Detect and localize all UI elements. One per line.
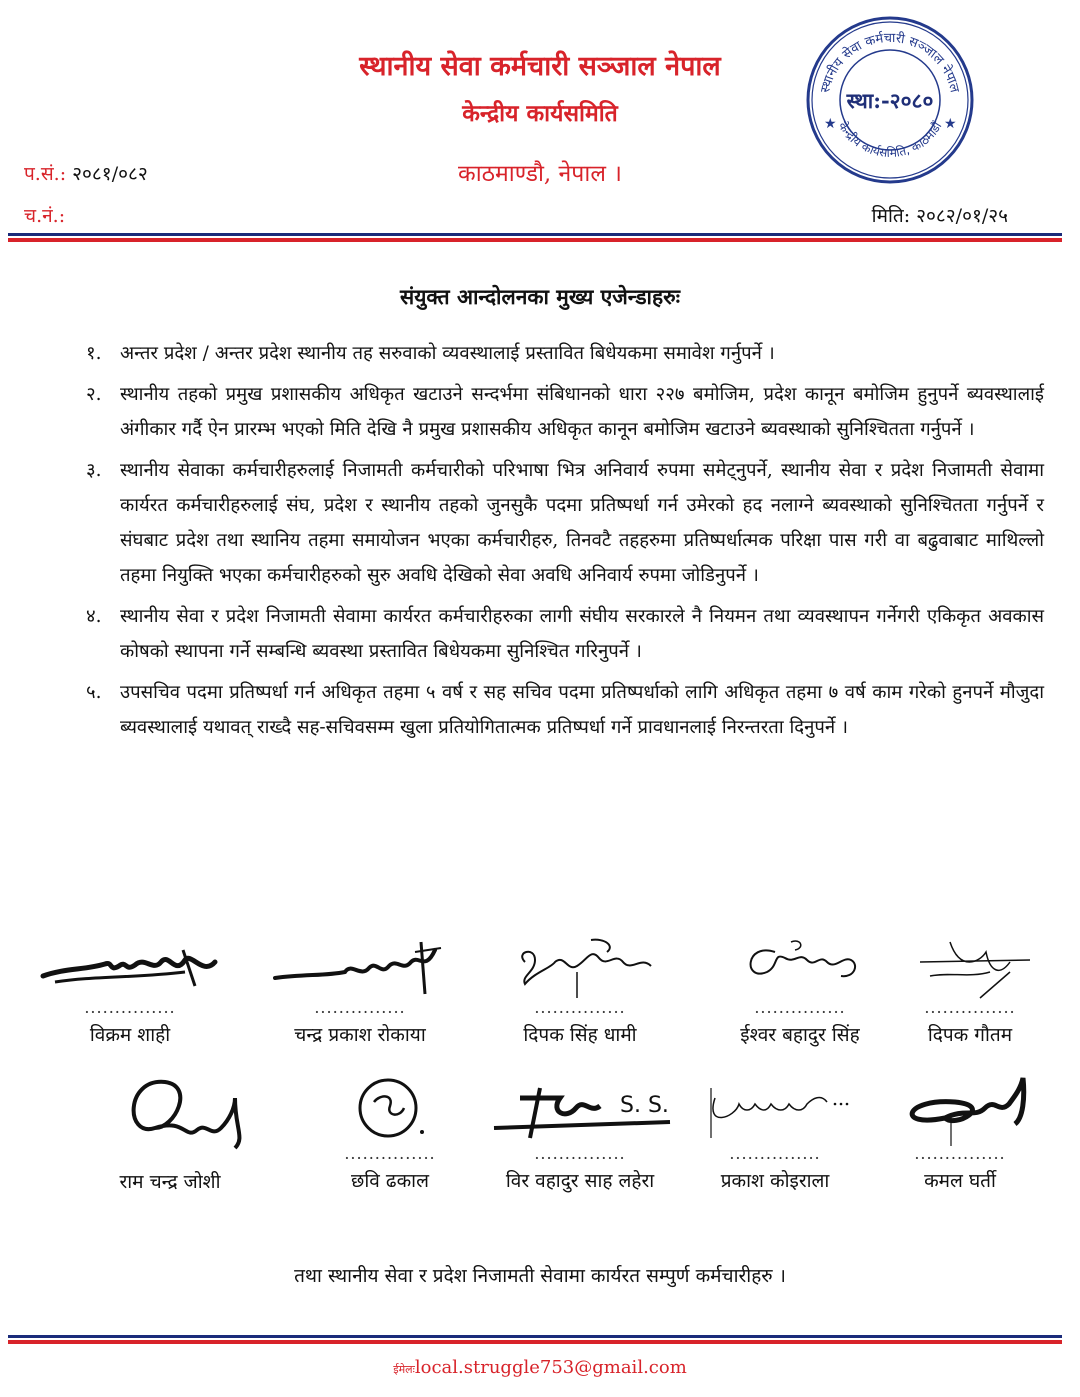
agenda-item-number: ४.	[86, 606, 102, 627]
signature-line: ...............	[754, 998, 846, 1017]
signature-image	[330, 1068, 450, 1148]
signature-image	[480, 1068, 680, 1148]
seal-star-left-icon: ★	[824, 116, 837, 132]
signature-block	[300, 1068, 480, 1193]
signatory-name: चन्द्र प्रकाश रोकाया	[294, 1024, 426, 1046]
organization-name: स्थानीय सेवा कर्मचारी सञ्जाल नेपाल	[359, 51, 721, 82]
signature-block	[250, 932, 470, 1047]
agenda-item	[86, 453, 1044, 593]
signature-image	[265, 932, 455, 1002]
reference-label: प.सं.:	[24, 163, 67, 185]
seal-star-right-icon: ★	[944, 116, 957, 132]
agenda-item-number: २.	[86, 384, 102, 405]
signatory-name: राम चन्द्र जोशी	[119, 1171, 221, 1193]
signatory-name: कमल घर्ती	[924, 1170, 996, 1192]
signature-image	[495, 932, 665, 1002]
signatory-name: विक्रम शाही	[89, 1024, 171, 1046]
signatory-name: ईश्वर बहादुर सिंह	[740, 1024, 860, 1046]
signature-line: ...............	[534, 998, 626, 1017]
signature-image	[85, 1068, 255, 1164]
footer-divider	[8, 1335, 1062, 1344]
agenda-title: संयुक्त आन्दोलनका मुख्य एजेन्डाहरुः	[400, 284, 680, 309]
svg-text:S. S.: S. S.	[620, 1093, 669, 1118]
seal-center-text: स्था:-२०८०	[846, 88, 934, 113]
signature-block	[700, 932, 900, 1047]
seal-bottom-text: केन्द्रीय कार्यसमिति, काठमाडौं	[835, 119, 945, 161]
signatory-name: विर वहादुर साह लहेरा	[505, 1170, 655, 1192]
email-label: ईमेलः	[393, 1363, 415, 1376]
signatory-name: दिपक सिंह धामी	[523, 1024, 637, 1046]
dispatch-label: च.नं.:	[24, 205, 66, 227]
signature-line: ...............	[84, 998, 176, 1017]
signature-block	[870, 1068, 1050, 1193]
signature-image	[890, 932, 1050, 1002]
agenda-item-number: ३.	[86, 460, 102, 481]
seal-stamp-image	[804, 14, 976, 186]
date-label: मिति:	[871, 205, 911, 227]
seal-top-text: स्थानीय सेवा कर्मचारी सञ्जाल नेपाल	[818, 30, 962, 95]
agenda-item-text: स्थानीय तहको प्रमुख प्रशासकीय अधिकृत खटाउने सन्दर्भमा संबिधानको धारा २२७ बमोजिम, प्रदेश कानून बमोजिम हुनुपर्ने ब्यवस्थालाई अंगीकार गर्दै ऐन प्रारम्भ भएको मिति देखि नै प्रमुख प्रशासकीय अधिकृत कानून बमोजिम खटाउने ब्यवस्थाको सुनिश्चितता गर्नुपर्ने ।	[120, 384, 1044, 440]
agenda-item-number: ५.	[86, 682, 102, 703]
agenda-item	[86, 336, 1044, 371]
signature-block	[690, 1068, 860, 1193]
signature-block	[60, 1068, 280, 1194]
footer-email	[0, 1357, 1080, 1378]
signature-line: ...............	[534, 1144, 626, 1163]
dispatch-number	[24, 202, 65, 228]
organization-seal	[804, 14, 976, 186]
agenda-item-number: १.	[86, 343, 102, 364]
signature-block	[880, 932, 1060, 1047]
signature-line: ...............	[314, 998, 406, 1017]
signature-block	[30, 932, 230, 1047]
agenda-item	[86, 599, 1044, 669]
agenda-item-text: स्थानीय सेवा र प्रदेश निजामती सेवामा कार्यरत कर्मचारीहरुका लागी संघीय सरकारले नै नियमन तथा व्यवस्थापन गर्नेगरी एकिकृत अवकास कोषको स्थापना गर्ने सम्बन्धि ब्यवस्था प्रस्तावित बिधेयकमा सुनिश्चित गरिनुपर्ने ।	[120, 606, 1044, 662]
reference-value: २०८१/०८२	[72, 163, 148, 185]
signature-line: ...............	[914, 1144, 1006, 1163]
agenda-item	[86, 675, 1044, 745]
agenda-list	[86, 336, 1044, 751]
agenda-item-text: अन्तर प्रदेश / अन्तर प्रदेश स्थानीय तह सरुवाको व्यवस्थालाई प्रस्तावित बिधेयकमा समावेश गर्नुपर्ने ।	[120, 343, 775, 364]
email-address[interactable]: local.struggle753@gmail.com	[414, 1357, 687, 1378]
signatory-name: छवि ढकाल	[351, 1170, 429, 1192]
signatory-name: प्रकाश कोइराला	[720, 1170, 830, 1192]
signatory-name: दिपक गौतम	[927, 1024, 1013, 1046]
closing-line: तथा स्थानीय सेवा र प्रदेश निजामती सेवामा कार्यरत सम्पुर्ण कर्मचारीहरु ।	[294, 1265, 786, 1287]
signature-line: ...............	[924, 998, 1016, 1017]
signature-image	[715, 932, 885, 1002]
agenda-item-text: स्थानीय सेवाका कर्मचारीहरुलाई निजामती कर्मचारीको परिभाषा भित्र अनिवार्य रुपमा समेट्नुपर्ने, स्थानीय सेवा र प्रदेश निजामती सेवामा कार्यरत कर्मचारीहरुलाई संघ, प्रदेश र स्थानीय तहको जुनसुकै पदमा प्रतिष्पर्धा गर्न उमेरको हद नलाग्ने ब्यवस्थाको सुनिश्चितता गर्नुपर्ने र संघबाट प्रदेश तथा स्थानिय तहमा समायोजन भएका कर्मचारीहरु, तिनवटै तहहरुमा प्रतिष्पर्धात्मक परिक्षा पास गरी वा बढुवाबाट माथिल्लो तहमा नियुक्ति भएका कर्मचारीहरुको सुरु अवधि देखिको सेवा अवधि अनिवार्य रुपमा जोडिनुपर्ने ।	[120, 460, 1044, 586]
date-value: २०८२/०१/२५	[916, 205, 1008, 227]
svg-text:केन्द्रीय कार्यसमिति, काठमाडौं	[836, 119, 945, 160]
agenda-item	[86, 377, 1044, 447]
signature-image	[695, 1068, 855, 1148]
committee-name: केन्द्रीय कार्यसमिति	[462, 100, 618, 127]
signature-image	[885, 1068, 1035, 1148]
agenda-item-text: उपसचिव पदमा प्रतिष्पर्धा गर्न अधिकृत तहमा ५ वर्ष र सह सचिव पदमा प्रतिष्पर्धाको लागि अधिकृत तहमा ७ वर्ष काम गरेको हुनपर्ने मौजुदा ब्यवस्थालाई यथावत् राख्दै सह-सचिवसम्म खुला प्रतियोगितात्मक प्रतिष्पर्धा गर्ने प्रावधानलाई निरन्तरता दिनुपर्ने ।	[120, 682, 1044, 738]
signature-block	[480, 932, 680, 1047]
reference-number	[24, 160, 148, 186]
signature-line: ...............	[344, 1144, 436, 1163]
organization-location: काठमाण्डौ, नेपाल ।	[458, 161, 622, 187]
header-divider	[8, 233, 1062, 242]
signature-line: ...............	[729, 1144, 821, 1163]
signature-block	[470, 1068, 690, 1193]
letter-date	[872, 202, 1008, 228]
signature-image	[35, 932, 225, 1002]
